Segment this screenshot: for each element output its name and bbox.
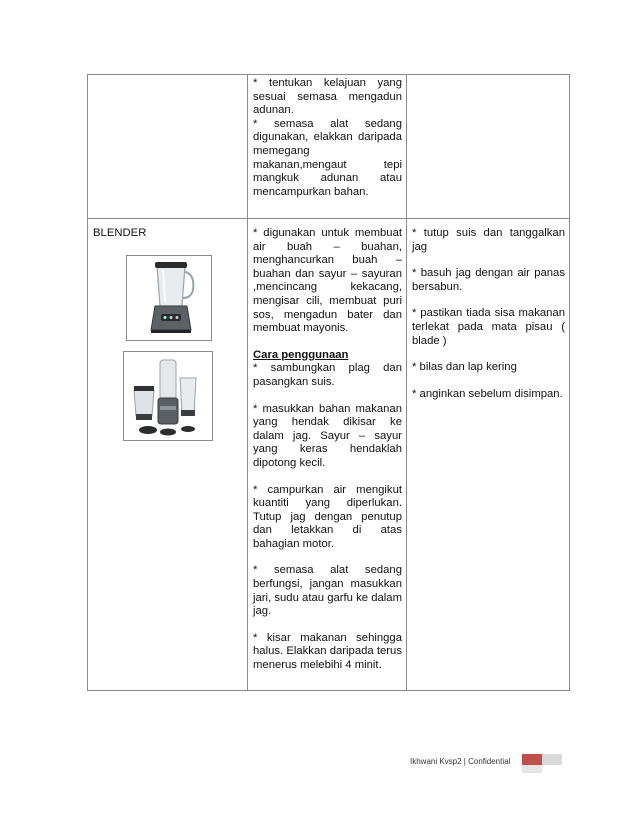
- care-step: * anginkan sebelum disimpan.: [412, 387, 563, 400]
- footer-text: Ikhwani Kvsp2 | Confidential: [410, 757, 511, 766]
- usage-note: * tentukan kelajuan yang sesuai semasa mengadun adunan.: [253, 77, 402, 117]
- cell-empty: [407, 75, 570, 219]
- footer-muted-bar: [522, 765, 542, 773]
- blender-icon: [127, 256, 211, 340]
- cell-care: [407, 219, 570, 691]
- usage-heading: Cara penggunaan: [253, 348, 349, 361]
- cell-empty: [88, 75, 248, 219]
- usage-step: * semasa alat sedang berfungsi, jangan masukkan jari, sudu atau garfu ke dalam jag.: [253, 564, 402, 618]
- personal-blender-image: [123, 351, 213, 441]
- usage-step: * kisar makanan sehingga halus. Elakkan daripada terus menerus melebihi 4 minit.: [253, 631, 402, 672]
- usage-note: * semasa alat sedang digunakan, elakkan daripada memegang makanan,mengaut tepi mangkuk adunan atau mencampurkan bahan.: [253, 117, 402, 198]
- usage-intro: * digunakan untuk membuat air buah – buahan, menghancurkan buah – buahan dan sayur – sayuran ,mencincang kekacang, mengisar cili, membuat puri sos, mengadun bater dan membuat mayonis.: [253, 227, 402, 335]
- footer-muted-bar: [542, 754, 562, 765]
- cell-usage-continued: [248, 75, 407, 219]
- content-table: [87, 74, 570, 691]
- usage-step: * masukkan bahan makanan yang hendak dikisar ke dalam jag. Sayur – sayur yang keras hendaklah dipotong kecil.: [253, 402, 402, 469]
- cell-usage: [248, 219, 407, 691]
- care-step: * basuh jag dengan air panas bersabun.: [412, 267, 565, 293]
- footer-accent-bar: [522, 754, 542, 765]
- cell-item: [88, 219, 248, 691]
- care-step: * bilas dan lap kering: [412, 361, 517, 374]
- personal-blender-set-icon: [124, 352, 212, 440]
- care-step: * tutup suis dan tanggalkan jag: [412, 227, 565, 253]
- usage-step: * sambungkan plag dan pasangkan suis.: [253, 362, 402, 388]
- blender-image: [126, 255, 212, 341]
- usage-step: * campurkan air mengikut kuantiti yang diperlukan. Tutup jag dengan penutup dan letakkan di atas bahagian motor.: [253, 483, 402, 550]
- table-row: [88, 219, 570, 691]
- table-row: [88, 75, 570, 219]
- care-step: * pastikan tiada sisa makanan terlekat pada mata pisau ( blade ): [412, 307, 565, 347]
- item-name: BLENDER: [93, 227, 147, 239]
